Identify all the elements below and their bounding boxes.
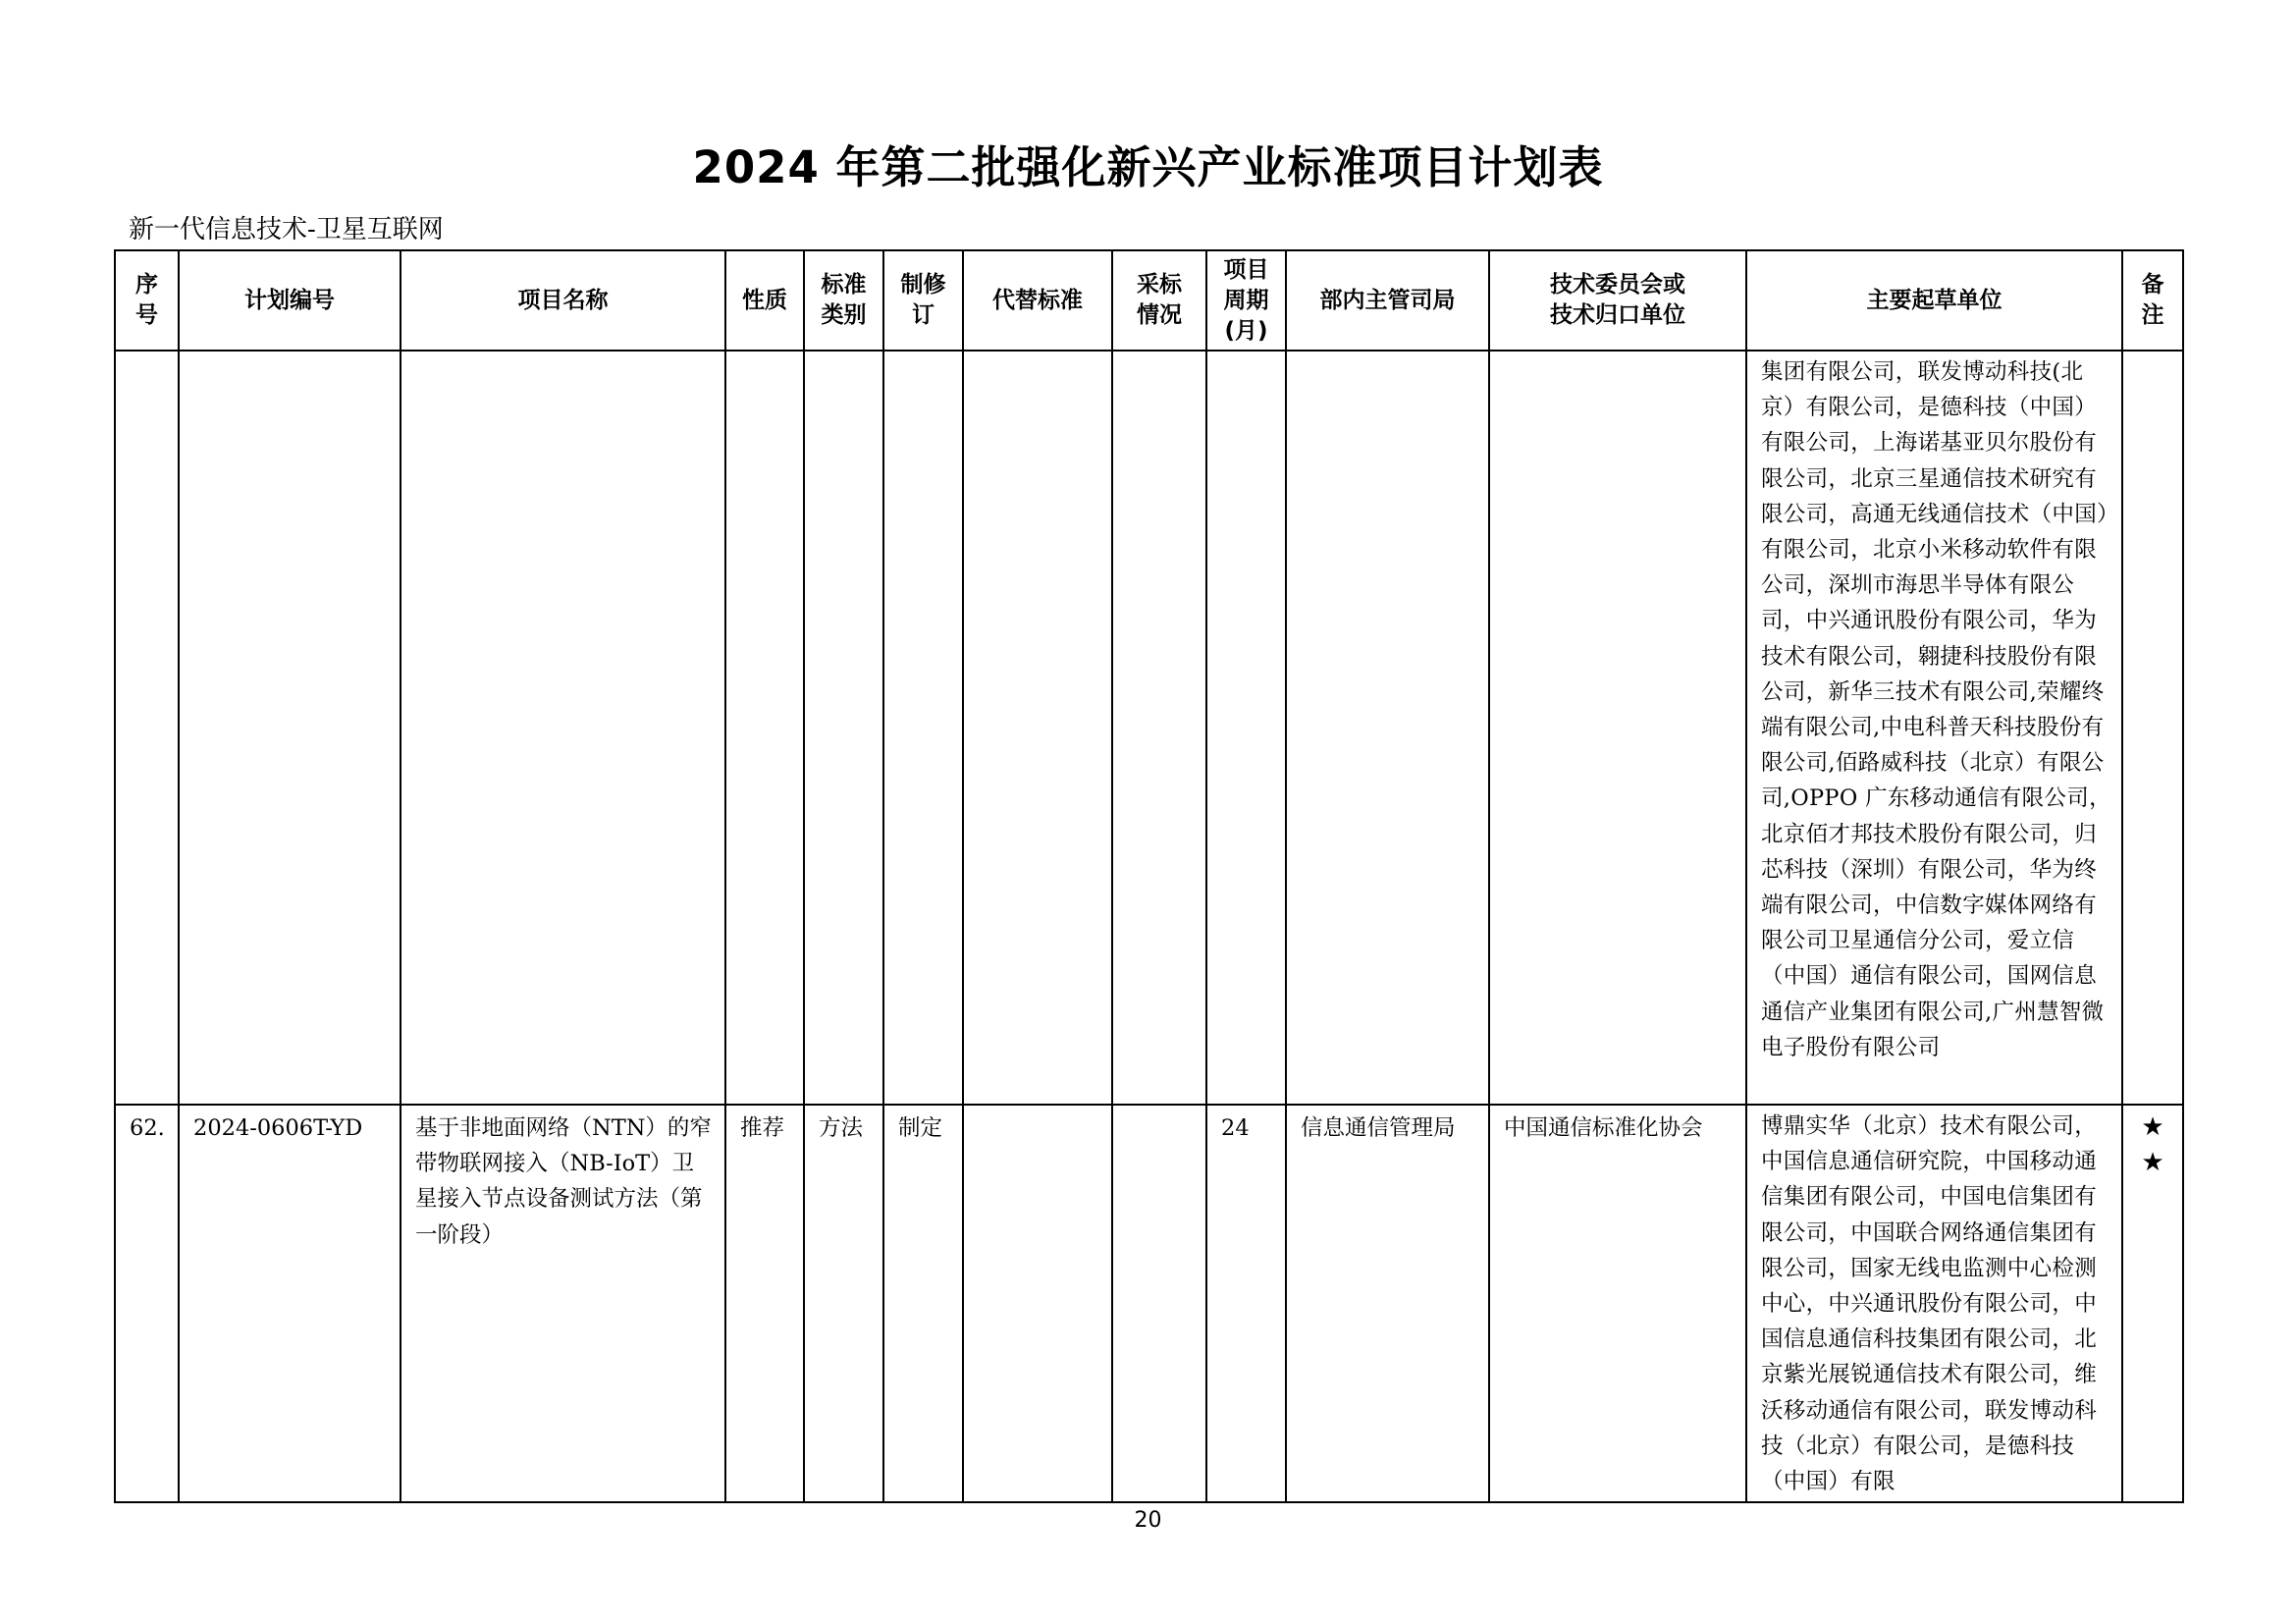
cell-remark [2122,351,2183,1105]
page-number: 20 [1134,1508,1162,1533]
table-row [115,351,2183,1105]
cell-std-type [804,351,883,1105]
cell-name: 基于非地面网络（NTN）的窄带物联网接入（NB-IoT）卫星接入节点设备测试方法（第一阶段） [400,1105,725,1502]
header-drafters: 主要起草单位 [1746,250,2122,351]
page-title: 2024 年第二批强化新兴产业标准项目计划表 [692,141,1604,193]
cell-replaced [963,351,1112,1105]
header-department: 部内主管司局 [1286,250,1489,351]
cell-period [1206,351,1286,1105]
cell-revise: 制定 [883,1105,963,1502]
star-icon: ★ [2141,1112,2164,1142]
header-committee: 技术委员会或 技术归口单位 [1489,250,1746,351]
cell-nature: 推荐 [725,1105,804,1502]
cell-revise [883,351,963,1105]
table-header-row [115,250,2183,351]
cell-drafters: 博鼎实华（北京）技术有限公司，中国信息通信研究院，中国移动通信集团有限公司，中国电信集团有限公司，中国联合网络通信集团有限公司，国家无线电监测中心检测中心，中兴通讯股份有限公司，中国信息通信科技集团有限公司，北京紫光展锐通信技术有限公司，维沃移动通信有限公司，联发博动科技（北京）有限公司，是德科技（中国）有限 [1746,1105,2122,1502]
cell-plan-no: 2024-0606T-YD [179,1105,400,1502]
header-plan-no: 计划编号 [179,250,400,351]
cell-replaced [963,1105,1112,1502]
header-adopt: 采标 情况 [1112,250,1206,351]
header-period: 项目 周期 (月) [1206,250,1286,351]
header-remark: 备 注 [2122,250,2183,351]
cell-committee [1489,351,1746,1105]
category-label: 新一代信息技术-卫星互联网 [129,215,444,244]
header-std-type: 标准 类别 [804,250,883,351]
cell-adopt [1112,351,1206,1105]
cell-drafters: 集团有限公司，联发博动科技(北京）有限公司，是德科技（中国）有限公司，上海诺基亚贝尔股份有限公司，北京三星通信技术研究有限公司，高通无线通信技术（中国）有限公司，北京小米移动软件有限公司，深圳市海思半导体有限公司，中兴通讯股份有限公司，华为技术有限公司，翱捷科技股份有限公司，新华三技术有限公司,荣耀终端有限公司,中电科普天科技股份有限公司,佰路威科技（北京）有限公司,OPPO 广东移动通信有限公司，北京佰才邦技术股份有限公司，归芯科技（深圳）有限公司，华为终端有限公司，中信数字媒体网络有限公司卫星通信分公司，爱立信（中国）通信有限公司，国网信息通信产业集团有限公司,广州慧智微电子股份有限公司 [1746,351,2122,1105]
star-icon: ★ [2141,1148,2164,1177]
cell-department: 信息通信管理局 [1286,1105,1489,1502]
cell-adopt [1112,1105,1206,1502]
table-row [115,1105,2183,1502]
cell-std-type: 方法 [804,1105,883,1502]
header-name: 项目名称 [400,250,725,351]
cell-seq [115,351,179,1105]
cell-name [400,351,725,1105]
cell-period: 24 [1206,1105,1286,1502]
cell-plan-no [179,351,400,1105]
header-revise: 制修 订 [883,250,963,351]
cell-committee: 中国通信标准化协会 [1489,1105,1746,1502]
cell-nature [725,351,804,1105]
header-nature: 性质 [725,250,804,351]
header-seq: 序 号 [115,250,179,351]
cell-remark [2122,1105,2183,1502]
plan-table [114,249,2184,1503]
header-replaced: 代替标准 [963,250,1112,351]
cell-department [1286,351,1489,1105]
cell-seq: 62. [115,1105,179,1502]
